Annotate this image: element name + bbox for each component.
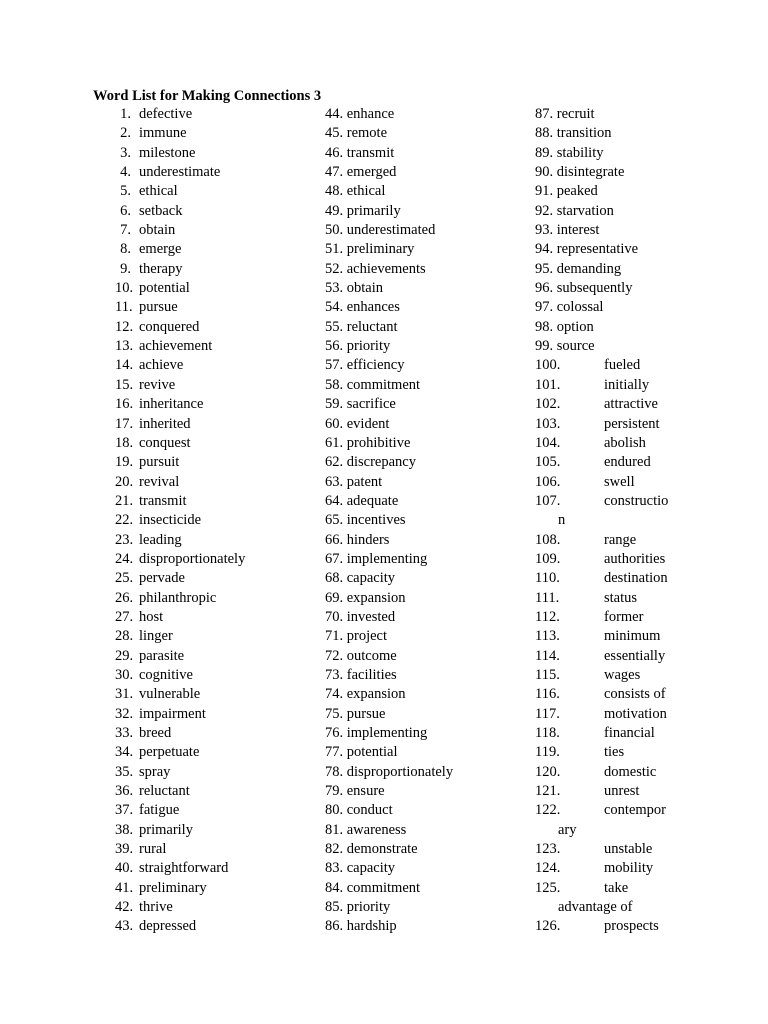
item-word: pervade bbox=[139, 570, 185, 587]
item-word: revive bbox=[139, 376, 176, 393]
item-word: conquered bbox=[139, 318, 200, 335]
list-item: 88. transition bbox=[535, 125, 612, 142]
item-word: achievement bbox=[139, 338, 213, 355]
list-item bbox=[535, 859, 695, 878]
item-word: fueled bbox=[604, 357, 641, 374]
list-item: 89. stability bbox=[535, 144, 604, 161]
list-item bbox=[535, 569, 695, 588]
list-item bbox=[115, 685, 315, 704]
list-item: 80. conduct bbox=[325, 802, 393, 819]
item-word: wages bbox=[604, 666, 641, 683]
list-item bbox=[535, 647, 695, 666]
list-item bbox=[115, 647, 315, 666]
list-item: 73. facilities bbox=[325, 666, 397, 683]
item-number: 23. bbox=[115, 531, 134, 548]
list-item: 76. implementing bbox=[325, 725, 428, 741]
item-word: potential bbox=[139, 280, 190, 297]
item-word: pursue bbox=[139, 299, 178, 316]
list-item bbox=[115, 627, 315, 646]
list-item bbox=[115, 492, 315, 511]
list-item bbox=[535, 415, 695, 434]
list-item: 92. starvation bbox=[535, 202, 614, 219]
list-item: 85. priority bbox=[325, 899, 391, 916]
item-word: persistent bbox=[604, 415, 660, 432]
list-item bbox=[115, 453, 315, 472]
item-number: 41. bbox=[115, 879, 134, 896]
item-number: 39. bbox=[115, 841, 134, 858]
item-word: pursuit bbox=[139, 454, 180, 471]
item-number: 16. bbox=[115, 396, 134, 413]
list-item: 99. source bbox=[535, 338, 595, 355]
list-item: 66. hinders bbox=[325, 531, 390, 548]
item-word: philanthropic bbox=[139, 589, 217, 606]
item-word: vulnerable bbox=[139, 686, 201, 703]
item-number: 9. bbox=[120, 260, 131, 277]
list-item bbox=[535, 705, 695, 724]
item-word: impairment bbox=[139, 705, 206, 722]
item-word: rural bbox=[139, 841, 167, 858]
item-word: consists of bbox=[604, 686, 666, 703]
item-word: financial bbox=[604, 725, 655, 741]
item-number: 103. bbox=[535, 415, 561, 432]
item-word: host bbox=[139, 608, 164, 625]
item-number: 125. bbox=[535, 879, 561, 896]
item-word: minimum bbox=[604, 628, 661, 645]
item-word: status bbox=[604, 589, 638, 606]
list-item bbox=[115, 782, 315, 801]
item-number: 119. bbox=[535, 744, 560, 761]
item-word: transmit bbox=[139, 492, 187, 509]
list-item: 67. implementing bbox=[325, 550, 428, 567]
item-word: obtain bbox=[139, 222, 176, 239]
list-item bbox=[115, 163, 315, 182]
item-word-continuation: n bbox=[558, 512, 566, 529]
list-item: 95. demanding bbox=[535, 260, 622, 277]
item-number: 4. bbox=[120, 164, 131, 181]
item-number: 10. bbox=[115, 280, 134, 297]
list-item bbox=[535, 434, 695, 453]
list-item bbox=[115, 279, 315, 298]
item-number: 22. bbox=[115, 512, 134, 529]
item-word: former bbox=[604, 608, 644, 625]
item-number: 35. bbox=[115, 763, 134, 780]
list-item bbox=[115, 550, 315, 569]
list-item bbox=[535, 550, 695, 569]
item-number: 121. bbox=[535, 783, 561, 800]
item-number: 24. bbox=[115, 550, 134, 567]
item-number: 34. bbox=[115, 744, 134, 761]
item-number: 32. bbox=[115, 705, 134, 722]
item-number: 19. bbox=[115, 454, 134, 471]
item-word: emerge bbox=[139, 241, 182, 258]
item-word: essentially bbox=[604, 647, 666, 664]
word-list-column-3 bbox=[535, 105, 695, 937]
item-number: 40. bbox=[115, 860, 134, 877]
item-number: 15. bbox=[115, 376, 134, 393]
list-item bbox=[115, 202, 315, 221]
item-number: 14. bbox=[115, 357, 134, 374]
item-word: disproportionately bbox=[139, 550, 246, 567]
list-item bbox=[535, 627, 695, 646]
item-number: 124. bbox=[535, 860, 561, 877]
list-item: 54. enhances bbox=[325, 299, 400, 316]
list-item: 82. demonstrate bbox=[325, 841, 418, 858]
list-item bbox=[115, 859, 315, 878]
page-title: Word List for Making Connections 3 bbox=[93, 88, 322, 104]
item-number: 113. bbox=[535, 628, 560, 645]
item-number: 37. bbox=[115, 802, 134, 819]
list-item: 68. capacity bbox=[325, 570, 396, 587]
item-word: range bbox=[604, 531, 637, 548]
item-word: linger bbox=[139, 628, 173, 645]
list-item bbox=[535, 666, 695, 685]
list-item: 61. prohibitive bbox=[325, 434, 411, 451]
list-item bbox=[535, 473, 695, 492]
list-item bbox=[115, 511, 315, 530]
list-item: 81. awareness bbox=[325, 821, 407, 838]
item-word: endured bbox=[604, 454, 651, 471]
item-number: 110. bbox=[535, 570, 560, 587]
list-item bbox=[115, 415, 315, 434]
list-item: 86. hardship bbox=[325, 918, 397, 935]
list-item: 72. outcome bbox=[325, 647, 397, 664]
item-word: therapy bbox=[139, 260, 183, 277]
list-item bbox=[535, 743, 695, 762]
list-item bbox=[115, 608, 315, 627]
item-number: 36. bbox=[115, 783, 134, 800]
list-item bbox=[115, 240, 315, 259]
item-number: 26. bbox=[115, 589, 134, 606]
item-word: achieve bbox=[139, 357, 184, 374]
list-item bbox=[115, 473, 315, 492]
item-number: 102. bbox=[535, 396, 561, 413]
list-item: 56. priority bbox=[325, 338, 391, 355]
item-word: parasite bbox=[139, 647, 185, 664]
item-number: 114. bbox=[535, 647, 560, 664]
word-list-column-1 bbox=[115, 105, 315, 937]
list-item bbox=[115, 298, 315, 317]
list-item: 65. incentives bbox=[325, 512, 406, 529]
list-item: 90. disintegrate bbox=[535, 164, 625, 181]
item-number: 106. bbox=[535, 473, 561, 490]
item-word: inherited bbox=[139, 415, 191, 432]
item-number: 112. bbox=[535, 608, 560, 625]
list-item bbox=[115, 879, 315, 898]
list-item bbox=[535, 376, 695, 395]
list-item bbox=[115, 840, 315, 859]
item-number: 33. bbox=[115, 725, 134, 741]
item-number: 25. bbox=[115, 570, 134, 587]
list-item: 97. colossal bbox=[535, 299, 604, 316]
list-item bbox=[535, 453, 695, 472]
list-item bbox=[115, 105, 315, 124]
list-item bbox=[115, 221, 315, 240]
list-item: 94. representative bbox=[535, 241, 639, 258]
list-item: 77. potential bbox=[325, 744, 398, 761]
item-number: 42. bbox=[115, 899, 134, 916]
item-number: 1. bbox=[120, 106, 131, 122]
list-item: 69. expansion bbox=[325, 589, 406, 606]
item-number: 18. bbox=[115, 434, 134, 451]
item-word-continuation: ary bbox=[558, 821, 577, 838]
list-item: 91. peaked bbox=[535, 183, 598, 200]
list-item: 87. recruit bbox=[535, 106, 595, 122]
list-item: 52. achievements bbox=[325, 260, 426, 277]
list-item: 55. reluctant bbox=[325, 318, 398, 335]
word-list-column-2 bbox=[325, 105, 525, 937]
list-item bbox=[115, 337, 315, 356]
item-word: contempor bbox=[604, 802, 667, 819]
item-word: leading bbox=[139, 531, 182, 548]
item-number: 111. bbox=[535, 589, 560, 606]
item-number: 28. bbox=[115, 628, 134, 645]
item-number: 116. bbox=[535, 686, 560, 703]
item-word: ties bbox=[604, 744, 625, 761]
list-item bbox=[535, 608, 695, 627]
item-number: 17. bbox=[115, 415, 134, 432]
item-number: 122. bbox=[535, 802, 561, 819]
list-item: 46. transmit bbox=[325, 144, 395, 161]
item-word: revival bbox=[139, 473, 180, 490]
list-item: 47. emerged bbox=[325, 164, 397, 181]
item-number: 13. bbox=[115, 338, 134, 355]
item-number: 100. bbox=[535, 357, 561, 374]
item-word: initially bbox=[604, 376, 650, 393]
item-word: constructio bbox=[604, 492, 669, 509]
item-number: 108. bbox=[535, 531, 561, 548]
list-item: 58. commitment bbox=[325, 376, 421, 393]
item-number: 12. bbox=[115, 318, 134, 335]
list-item: 57. efficiency bbox=[325, 357, 405, 374]
item-word: setback bbox=[139, 202, 183, 219]
item-word: straightforward bbox=[139, 860, 229, 877]
item-number: 120. bbox=[535, 763, 561, 780]
list-item bbox=[115, 589, 315, 608]
list-item bbox=[115, 376, 315, 395]
item-number: 101. bbox=[535, 376, 561, 393]
item-word: authorities bbox=[604, 550, 666, 567]
item-word: primarily bbox=[139, 821, 193, 838]
item-number: 20. bbox=[115, 473, 134, 490]
list-item bbox=[535, 724, 695, 743]
list-item: 96. subsequently bbox=[535, 280, 633, 297]
item-number: 8. bbox=[120, 241, 131, 258]
list-item bbox=[535, 492, 695, 511]
list-item bbox=[535, 395, 695, 414]
item-word: abolish bbox=[604, 434, 646, 451]
list-item bbox=[535, 685, 695, 704]
item-word: insecticide bbox=[139, 512, 202, 529]
list-item bbox=[115, 434, 315, 453]
item-word: defective bbox=[139, 106, 193, 122]
list-item bbox=[535, 879, 695, 898]
item-number: 7. bbox=[120, 222, 131, 239]
item-number: 6. bbox=[120, 202, 131, 219]
item-number: 109. bbox=[535, 550, 561, 567]
item-number: 31. bbox=[115, 686, 134, 703]
item-number: 3. bbox=[120, 144, 131, 161]
list-item bbox=[115, 801, 315, 820]
list-item: 50. underestimated bbox=[325, 222, 436, 239]
item-word: mobility bbox=[604, 860, 654, 877]
item-number: 38. bbox=[115, 821, 134, 838]
item-word: immune bbox=[139, 125, 187, 142]
item-word: swell bbox=[604, 473, 635, 490]
item-word: unstable bbox=[604, 841, 653, 858]
list-item: 75. pursue bbox=[325, 705, 386, 722]
item-word: destination bbox=[604, 570, 668, 587]
item-number: 104. bbox=[535, 434, 561, 451]
list-item: 63. patent bbox=[325, 473, 383, 490]
list-item: 70. invested bbox=[325, 608, 396, 625]
item-number: 21. bbox=[115, 492, 134, 509]
list-item bbox=[535, 356, 695, 375]
list-item bbox=[115, 318, 315, 337]
item-word: attractive bbox=[604, 396, 658, 413]
list-item: 48. ethical bbox=[325, 183, 386, 200]
list-item: 45. remote bbox=[325, 125, 388, 142]
list-item bbox=[115, 917, 315, 936]
item-word: conquest bbox=[139, 434, 191, 451]
item-word: milestone bbox=[139, 144, 196, 161]
item-word: depressed bbox=[139, 918, 197, 935]
item-word: thrive bbox=[139, 899, 173, 916]
list-item bbox=[535, 531, 695, 550]
list-item bbox=[115, 124, 315, 143]
list-item bbox=[535, 801, 695, 820]
list-item bbox=[115, 724, 315, 743]
list-item: 83. capacity bbox=[325, 860, 396, 877]
item-word-continuation: advantage of bbox=[558, 899, 633, 916]
item-word: domestic bbox=[604, 763, 657, 780]
item-word: inheritance bbox=[139, 396, 204, 413]
list-item: 74. expansion bbox=[325, 686, 406, 703]
item-number: 123. bbox=[535, 841, 561, 858]
item-word: perpetuate bbox=[139, 744, 200, 761]
list-item bbox=[115, 531, 315, 550]
item-word: motivation bbox=[604, 705, 667, 722]
item-word: take bbox=[604, 879, 629, 896]
item-word: fatigue bbox=[139, 802, 180, 819]
list-item bbox=[115, 821, 315, 840]
list-item: 62. discrepancy bbox=[325, 454, 416, 471]
item-number: 11. bbox=[115, 299, 133, 316]
list-item: 98. option bbox=[535, 318, 594, 335]
list-item: 59. sacrifice bbox=[325, 396, 396, 413]
item-number: 118. bbox=[535, 725, 560, 741]
item-number: 2. bbox=[120, 125, 131, 142]
item-number: 30. bbox=[115, 666, 134, 683]
item-number: 5. bbox=[120, 183, 131, 200]
item-word: ethical bbox=[139, 183, 178, 200]
item-number: 115. bbox=[535, 666, 560, 683]
item-word: underestimate bbox=[139, 164, 221, 181]
item-number: 43. bbox=[115, 918, 134, 935]
list-item bbox=[115, 356, 315, 375]
list-item: 64. adequate bbox=[325, 492, 399, 509]
item-word: cognitive bbox=[139, 666, 193, 683]
list-item bbox=[115, 763, 315, 782]
list-item: 78. disproportionately bbox=[325, 763, 454, 780]
list-item bbox=[535, 840, 695, 859]
list-item bbox=[535, 763, 695, 782]
list-item bbox=[115, 260, 315, 279]
list-item bbox=[115, 666, 315, 685]
list-item bbox=[115, 743, 315, 762]
list-item bbox=[115, 705, 315, 724]
list-item: 84. commitment bbox=[325, 879, 421, 896]
item-number: 27. bbox=[115, 608, 134, 625]
item-word: reluctant bbox=[139, 783, 190, 800]
item-number: 117. bbox=[535, 705, 560, 722]
item-word: preliminary bbox=[139, 879, 207, 896]
list-item: 49. primarily bbox=[325, 202, 401, 219]
list-item: 53. obtain bbox=[325, 280, 383, 297]
list-item bbox=[535, 589, 695, 608]
list-item bbox=[535, 782, 695, 801]
item-number: 29. bbox=[115, 647, 134, 664]
list-item bbox=[115, 898, 315, 917]
item-word: unrest bbox=[604, 783, 640, 800]
list-item bbox=[115, 395, 315, 414]
list-item bbox=[115, 569, 315, 588]
list-item: 60. evident bbox=[325, 415, 390, 432]
list-item bbox=[535, 917, 695, 936]
list-item bbox=[115, 144, 315, 163]
list-item: 79. ensure bbox=[325, 783, 385, 800]
list-item bbox=[115, 182, 315, 201]
list-item: 51. preliminary bbox=[325, 241, 415, 258]
list-item: 93. interest bbox=[535, 222, 600, 239]
list-item: 71. project bbox=[325, 628, 388, 645]
list-item: 44. enhance bbox=[325, 106, 395, 122]
item-number: 107. bbox=[535, 492, 561, 509]
item-number: 105. bbox=[535, 454, 561, 471]
item-word: breed bbox=[139, 725, 172, 741]
item-word: prospects bbox=[604, 918, 659, 935]
item-word: spray bbox=[139, 763, 171, 780]
item-number: 126. bbox=[535, 918, 561, 935]
